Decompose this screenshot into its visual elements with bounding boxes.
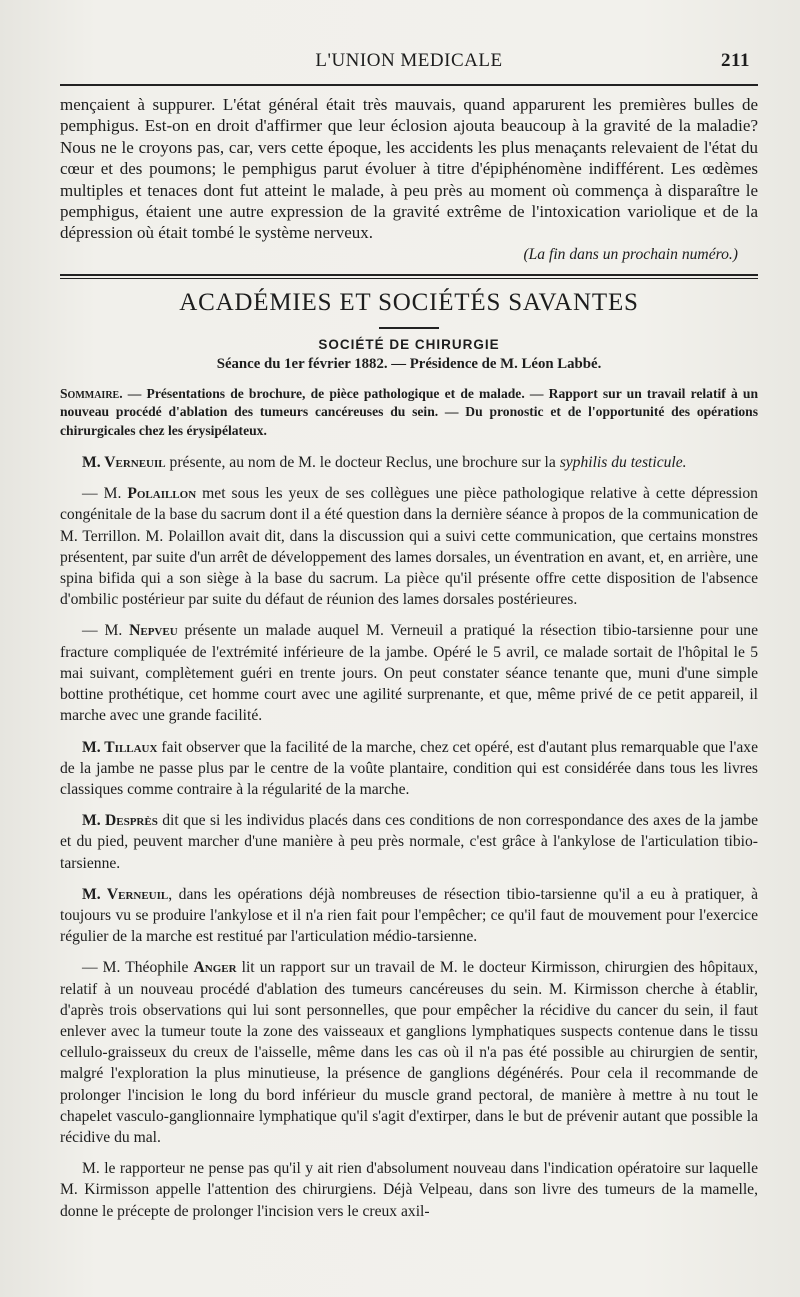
paragraph-lead: — M. [82,622,123,640]
paragraph-text: lit un rapport sur un travail de M. le docteur Kirmisson, chirurgien des hôpitaux, relatif à un nouveau procédé d'ablation des tumeurs cancéreuses du sein. M. Kirmisson cherche à établir, d'après trois observations qui lui sont personnelles, que pour empêcher la récidive du cancer du sein, il faut enlever avec la tumeur toute la zone des vaisseaux et ganglions lymphatiques suspects contenue dans le tissu cellulo-graisseux du creux de l'aisselle, même dans les cas où il n'a pas été possible au chirurgien de sentir, malgré l'exploration la plus minutieuse, la présence de ganglions dégénérés. Pour cela il recommande de prolonger l'incision le long du bord inférieur du muscle grand pectoral, de manière à mettre à nu tout le chapelet vasculo-ganglionnaire lymphatique qu'il s'agit d'extirper, dans le but de prévenir autant que possible la récidive du mal. [60,959,759,1146]
paragraph-verneuil-brochure [60,452,758,473]
paragraph-rapporteur [60,1158,758,1222]
brochure-title: syphilis du testicule. [559,454,687,472]
intro-paragraph: mençaient à suppurer. L'état général était très mauvais, quand apparurent les premières bulles de pemphigus. Est-on en droit d'affirmer que leur éclosion ajouta beaucoup à la gravité de la maladie? Nous ne le croyons pas, car, vers cette époque, les accidents les plus menaçants relevaient de l'état du cœur et des poumons; le pemphigus parut évoluer à titre d'épiphénomène indifférent. Les œdèmes multiples et tenaces dont fut atteint le malade, à peu près au moment où commença à disparaître le pemphigus, étaient une autre expression de la gravité extrême de l'intoxication variolique et de la dépression où était tombé le système nerveux. [60,95,758,243]
paragraph-polaillon [60,483,758,610]
summary-label: Sommaire. [60,385,123,401]
paragraph-despres [60,810,758,874]
speaker-name: M. Verneuil [82,454,166,472]
summary-text: — Présentations de brochure, de pièce pathologique et de malade. — Rapport sur un travail relatif à un nouveau procédé d'ablation des tumeurs cancéreuses du sein. — Du pronostic et de l'opportunité des opérations chirurgicales chez les érysipélateux. [60,385,759,438]
paragraph-text: met sous les yeux de ses collègues une pièce pathologique relative à cette dépression congénitale de la base du sacrum dont il a été question dans la dernière séance à propos de la communication de M. Terrillon. M. Polaillon avait dit, dans la discussion qui a suivi cette communication, que certains monstres présentent, par suite d'un arrêt de développement des lames dorsales, un éventration en avant, et, en arrière, une spina bifida qui a son siège à la base du sacrum. La pièce qu'il présente offre cette disposition de l'absence d'ombilic postérieur par suite du défaut de réunion des lames dorsales postérieures. [60,485,758,609]
paragraph-verneuil-resection [60,884,758,948]
speaker-name: Polaillon [127,485,197,503]
paragraph-tillaux [60,737,758,801]
header-rule [60,84,758,86]
journal-title: L'UNION MEDICALE [315,50,503,71]
paragraph-text: , dans les opérations déjà nombreuses de résection tibio-tarsienne qu'il a eu à pratiquer, à toujours vu se produire l'ankylose et il n'a rien fait pour l'empêcher; ce qu'il faut de mouvement pour l'exercice régulier de la marche est restitué par l'articulation médio-tarsienne. [60,885,758,946]
paragraph-nepveu [60,620,758,726]
speaker-name: M. Tillaux [82,738,158,756]
section-short-rule [379,327,439,329]
paragraph-text: présente un malade auquel M. Verneuil a pratiqué la résection tibio-tarsienne pour une fracture compliquée de l'extrémité inférieure de la jambe. Opéré le 5 avril, ce malade sortait de l'hôpital le 5 mai suivant, complètement guéri en trente jours. On peut constater séance tenante que, muni d'une simple bottine prothétique, cet homme court avec une agilité surprenante, et que, même privé de ce petit appareil, il marche avec une grande facilité. [60,622,758,725]
speaker-name: Anger [193,959,237,977]
paragraph-anger [60,957,758,1148]
paragraph-text: présente, au nom de M. le docteur Reclus, une brochure sur la [169,454,556,472]
page-number: 211 [721,50,750,71]
followup-note: (La fin dans un prochain numéro.) [523,245,738,263]
section-divider [60,274,758,279]
paragraph-text: fait observer que la facilité de la marche, chez cet opéré, est d'autant plus remarquable que l'axe de la jambe ne passe plus par le centre de la voûte plantaire, condition qui est considérée dans tous les livres classiques comme contraire à la régularité de la marche. [60,738,758,798]
society-name: SOCIÉTÉ DE CHIRURGIE [318,336,500,352]
seance-line: Séance du 1er février 1882. — Présidence de M. Léon Labbé. [216,355,602,372]
speaker-name: M. Desprès [82,812,158,830]
paragraph-lead: — M. [82,485,122,503]
running-head [60,0,758,72]
summary-paragraph [60,385,758,440]
speaker-name: M. Verneuil [82,885,169,903]
speaker-name: Nepveu [129,622,178,640]
paragraph-text: dit que si les individus placés dans ces conditions de non correspondance des axes de la jambe et du pied, peuvent marcher d'une manière à peu près normale, c'est grâce à l'ankylose de l'articulation tibio-tarsienne. [60,812,758,872]
paragraph-lead: — M. Théophile [82,959,189,977]
paragraph-text: M. le rapporteur ne pense pas qu'il y ait rien d'absolument nouveau dans l'indication opératoire sur laquelle M. Kirmisson appelle l'attention des chirurgiens. Déjà Velpeau, dans son livre des tumeurs de la mamelle, donne le précepte de prolonger l'incision vers le creux axil- [60,1160,758,1220]
section-title: ACADÉMIES ET SOCIÉTÉS SAVANTES [179,288,639,316]
